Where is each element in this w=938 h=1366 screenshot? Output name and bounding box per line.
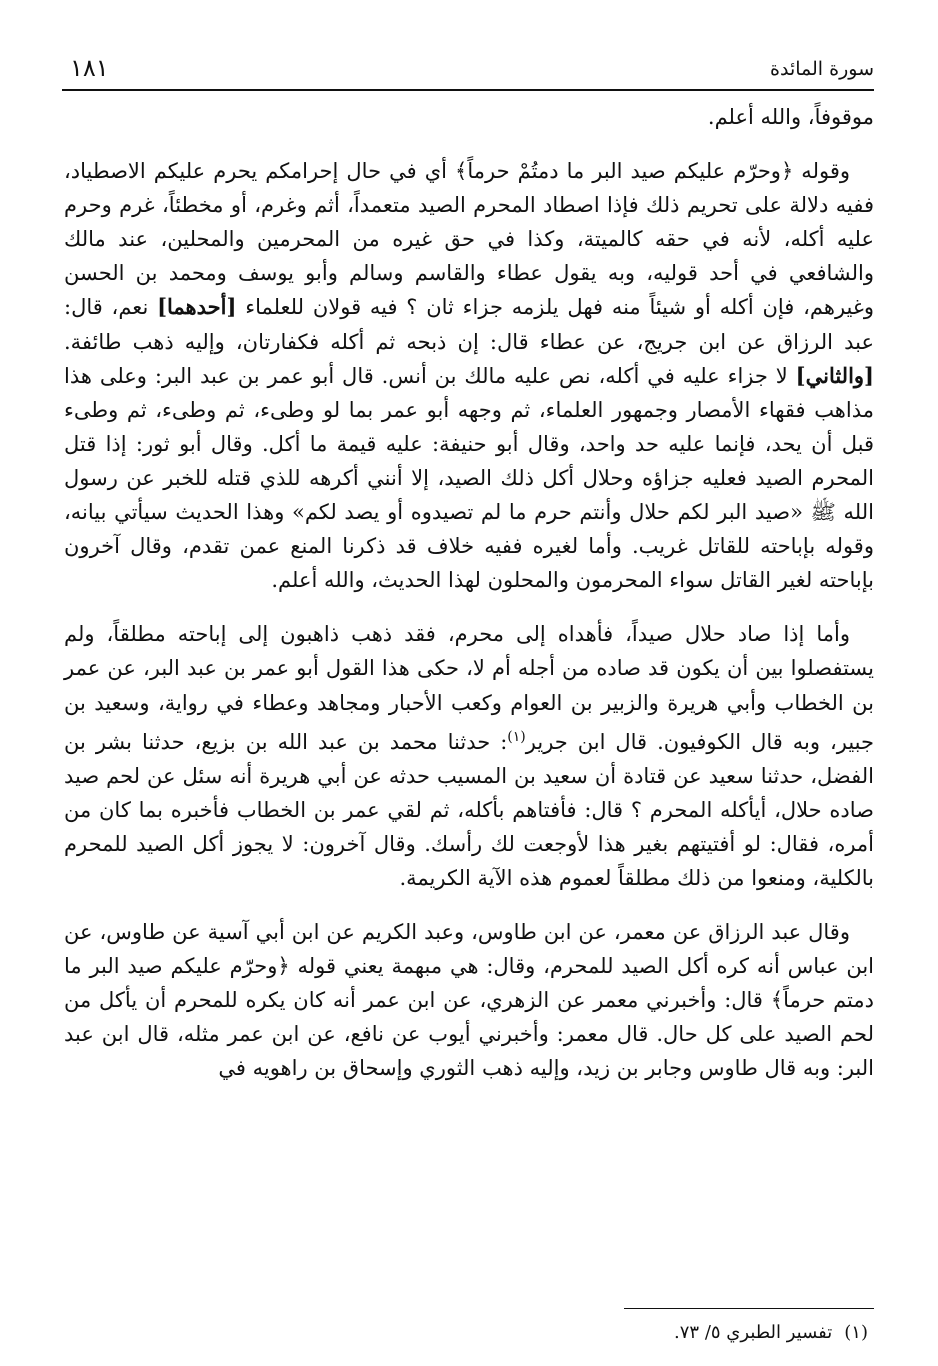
- footnote-number: (١): [844, 1322, 868, 1343]
- text-segment: وقال عبد الرزاق عن معمر، عن ابن طاوس، وعبد الكريم عن ابن أبي آسية عن طاوس، عن ابن عباس أنه كره أكل الصيد للمحرم، وقال: هي مبهمة يعني قوله ﴿وحرّم عليكم صيد البر ما دمتم حرماً﴾ قال: وأخبرني معمر عن الزهري، عن ابن عمر أنه كان يكره للمحرم أن يأكل من لحم الصيد على كل حال. قال معمر: وأخبرني أيوب عن نافع، عن ابن عمر مثله، قال ابن عبد البر: وبه قال طاوس وجابر بن زيد، وإليه ذهب الثوري وإسحاق بن راهويه في: [64, 920, 874, 1081]
- surah-title: سورة المائدة: [770, 58, 874, 80]
- main-text: [64, 100, 874, 1106]
- page-number: ١٨١: [70, 54, 109, 82]
- footnote-text: تفسير الطبري ٥/ ٧٣.: [674, 1322, 833, 1343]
- paragraph: [64, 154, 874, 597]
- footnote-divider: [624, 1308, 874, 1309]
- text-segment: : حدثنا محمد بن عبد الله بن بزيع، حدثنا بشر بن الفضل، حدثنا سعيد عن قتادة أن سعيد بن المسيب حدثه عن أبي هريرة أنه سئل عن لحم صيد صاده حلال، أيأكله المحرم ؟ قال: فأفتاهم بأكله، ثم لقي عمر بن الخطاب فأخبره بما كان من أمره، فقال: لو أفتيتهم بغير هذا لأوجعت لك رأسك. وقال آخرون: لا يجوز أكل الصيد للمحرم بالكلية، ومنعوا من ذلك مطلقاً لعموم هذه الآية الكريمة.: [64, 729, 874, 890]
- bold-label: [أحدهما]: [157, 294, 237, 320]
- text-segment: موقوفاً، والله أعلم.: [707, 105, 874, 129]
- page-header: [64, 52, 874, 88]
- header-divider: [62, 89, 874, 91]
- bold-label: [والثاني]: [795, 362, 874, 388]
- paragraph: [64, 100, 874, 134]
- footnote: [64, 1320, 868, 1346]
- paragraph: [64, 915, 874, 1085]
- footnote-reference: (١): [507, 728, 526, 745]
- paragraph: [64, 617, 874, 895]
- text-segment: وقوله ﴿وحرّم عليكم صيد البر ما دمتُمْ حرماً﴾ أي في حال إحرامكم يحرم عليكم الاصطياد، ففيه دلالة على تحريم ذلك فإذا اصطاد المحرم الصيد متعمداً، أثم وغرم، أو مخطئاً، غرم وحرم عليه أكله، لأنه في حقه كالميتة، وكذا في حق غيره من المحرمين والمحلين، عند مالك والشافعي في أحد قوليه، وبه يقول عطاء والقاسم وسالم وأبو يوسف ومحمد بن الحسن وغيرهم، فإن أكله أو شيئاً منه فهل يلزمه جزاء ثان ؟ فيه قولان للعلماء: [64, 159, 874, 320]
- text-segment: لا جزاء عليه في أكله، نص عليه مالك بن أنس. قال أبو عمر بن عبد البر: وعلى هذا مذاهب فقهاء الأمصار وجمهور العلماء، ثم وجهه أبو عمر بما لو وطىء، ثم وطىء، ثم وطىء قبل أن يحد، فإنما عليه حد واحد، وقال أبو حنيفة: عليه قيمة ما أكل. وقال أبو ثور: إذا قتل المحرم الصيد فعليه جزاؤه وحلال أكل ذلك الصيد، إلا أنني أكرهه للذي قتله للخبر عن رسول الله ﷺ «صيد البر لكم حلال وأنتم حرم ما لم تصيدوه أو يصد لكم» وهذا الحديث سيأتي بيانه، وقوله بإباحته للقاتل غريب. وأما لغيره ففيه خلاف قد ذكرنا المنع عمن تقدم، وقال آخرون بإباحته لغير القاتل سواء المحرمون والمحلون لهذا الحديث، والله أعلم.: [64, 363, 874, 593]
- text-segment: وأما إذا صاد حلال صيداً، فأهداه إلى محرم، فقد ذهب ذاهبون إلى إباحته مطلقاً، ولم يستفصلوا بين أن يكون قد صاده من أجله أم لا، حكى هذا القول أبو عمر بن عبد البر، عن عمر بن الخطاب وأبي هريرة والزبير بن العوام وكعب الأحبار ومجاهد وعطاء في رواية، وسعيد بن جبير، وبه قال الكوفيون. قال ابن جرير: [64, 622, 874, 754]
- text-segment: نعم، قال: عبد الرزاق عن ابن جريج، عن عطاء قال: إن ذبحه ثم أكله فكفارتان، وإليه ذهب طائفة.: [64, 295, 874, 354]
